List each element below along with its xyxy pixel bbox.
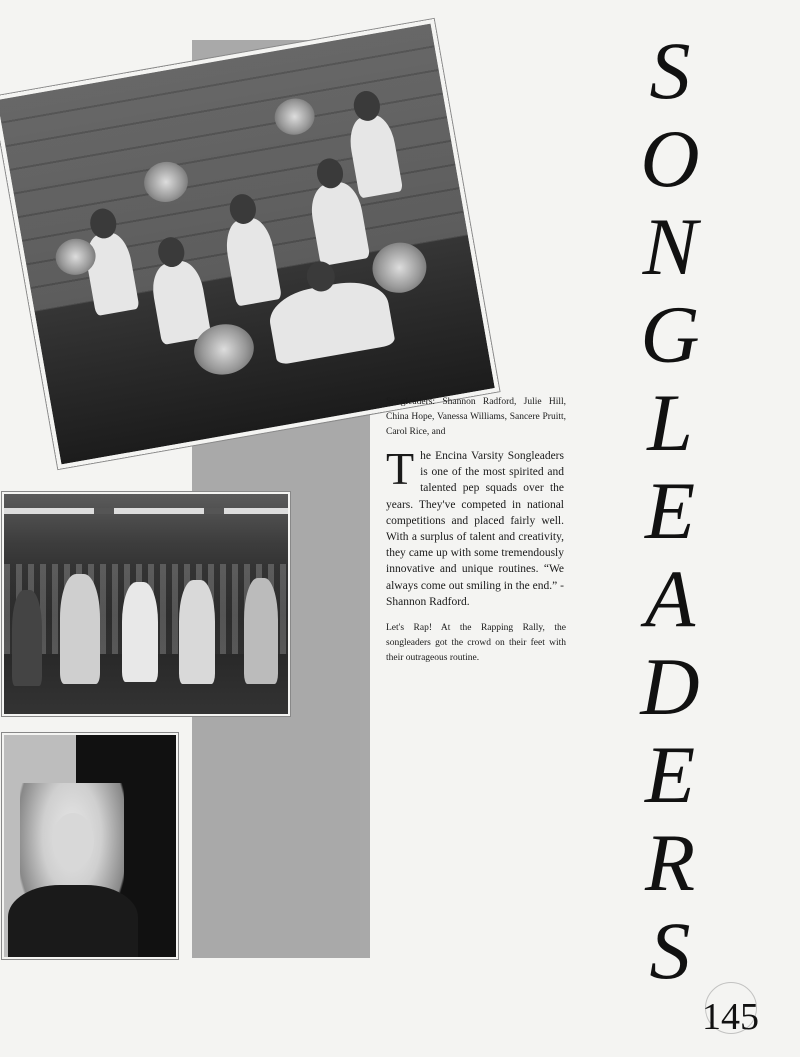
performer-figure [122, 582, 158, 682]
title-letter: E [644, 465, 696, 556]
songleader-portrait-photo [2, 733, 178, 959]
performer-figure [12, 590, 42, 686]
performer-figure [179, 580, 215, 684]
face [52, 813, 94, 869]
rapping-rally-photo [2, 492, 290, 716]
title-letter: A [644, 553, 696, 644]
page-number: 145 [702, 996, 759, 1038]
title-letter: O [640, 113, 700, 204]
title-letter: S [649, 25, 691, 116]
title-letter: G [640, 289, 700, 380]
title-letter: D [640, 641, 700, 732]
performer-figure [244, 578, 278, 684]
songleaders-caption: Songleaders: Shannon Radford, Julie Hill, China Hope, Vanessa Williams, Sancere Pruitt, Carol Rice, and [386, 397, 566, 437]
title-letter: N [642, 201, 698, 292]
cheerleader-figure [265, 276, 395, 366]
drop-cap: T [386, 443, 415, 494]
body-paragraph [386, 443, 564, 610]
body [8, 885, 138, 959]
rally-caption: Let's Rap! At the Rapping Rally, the songleaders got the crowd on their feet with their outrageous routine. [386, 623, 566, 663]
body-paragraph-text: he Encina Varsity Songleaders is one of the most spirited and talented pep squads over the years. They've competed in national competitions and placed fairly well. With a surplus of talent and creativity, they came up with some tremendously innovative and unique routines. “We always come out smiling in the end.” - Shannon Radford. [386, 450, 564, 608]
title-letter: L [647, 377, 693, 468]
title-letter: E [644, 729, 696, 820]
performer-figure [60, 574, 100, 684]
title-letter: S [649, 905, 691, 996]
title-letter: R [644, 817, 696, 908]
gym-lights [4, 508, 288, 514]
